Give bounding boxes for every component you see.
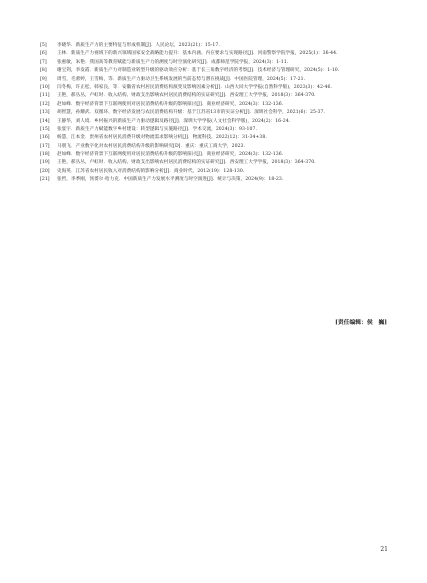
reference-entry [40, 118, 390, 125]
reference-number: [20] [40, 168, 50, 174]
page-number: 21 [380, 546, 388, 553]
reference-entry [40, 67, 390, 74]
reference-entry [40, 176, 390, 183]
reference-text: 史海英．江苏省农村居民收入对消费结构的影响分析[J]．商业时代，2012(19)：128-130. [57, 168, 245, 174]
reference-text: 谢宝剑，李发霞．新质生产力对制造业转型升级的驱动效应分析：基于长三角数字经济的考察[J]．技术经济与管理研究，2024(5)：1-10. [57, 68, 340, 74]
reference-text: 张哲，李季刚，汤赟尔·哈力克．中国新质生产力发展水平测度与时空演进[J]．统计与决策，2024(9)：18-23. [57, 177, 284, 183]
reference-entry [40, 134, 390, 141]
reference-text: 马朋飞．产业数字化对农村居民消费结构升级的影响研究[D]．重庆：重庆工商大学，2023. [57, 143, 245, 149]
reference-number: [8] [40, 68, 47, 74]
reference-text: 张宴宇．新质生产力赋能数字乡村建设：转型逻辑与实施路径[J]．学术交流，2024(3)：93-107. [57, 126, 257, 132]
reference-entry [40, 84, 390, 91]
reference-entry [40, 101, 390, 108]
reference-text: 王艳，郝丛丛，卢虹时．收入结构、财政支出影响农村居民消费结构的实证研究[J]．西安理工大学学报，2018(3)：364-370. [57, 160, 316, 166]
reference-number: [5] [40, 43, 47, 48]
reference-number: [18] [40, 152, 50, 158]
reference-entry [40, 151, 390, 158]
reference-list [40, 42, 390, 185]
reference-number: [11] [40, 93, 50, 99]
reference-text: 赵如峰．数字经济背景下互联网使用对居民消费结构升级的影响探讨[J]．商业经济研究，2024(3)：132-136. [57, 101, 284, 107]
reference-number: [14] [40, 118, 50, 124]
reference-entry [40, 159, 390, 166]
reference-text: 杨慧，江本金．贵州省农村居民消费升级对物流需求影响分析[J]．物流科技，2022(12)：31-34+38. [57, 135, 267, 141]
reference-number: [21] [40, 177, 50, 183]
reference-text: 张惠敏，朱艳．我国高等教育赋能与新质生产力的测度与时空演化研究[J]．成都师范学院学报，2024(3)：1-11. [57, 59, 289, 65]
reference-number: [7] [40, 59, 47, 65]
reference-entry [40, 126, 390, 133]
reference-entry [40, 76, 390, 83]
reference-number: [6] [40, 51, 47, 57]
reference-number: [12] [40, 101, 50, 107]
reference-entry [40, 42, 390, 49]
reference-number: [13] [40, 110, 50, 116]
reference-number: [19] [40, 160, 50, 166]
reference-text: 赵如峰．数字经济背景下互联网使用对居民消费结构升级的影响探讨[J]．商业经济研究，2024(3)：132-136. [57, 152, 284, 158]
reference-text: 李晓华．新质生产力的主要特征与形成机制[J]．人民论坛，2023(21)：15-17. [57, 43, 220, 48]
reference-entry [40, 109, 390, 116]
reference-text: 王静华，刘人境．乡村振兴的新质生产力驱动逻辑及路径[J]．深圳大学学报(人文社会科学版)，2024(2)：16-24. [57, 118, 291, 124]
reference-number: [16] [40, 135, 50, 141]
reference-entry [40, 143, 390, 150]
reference-number: [17] [40, 143, 50, 149]
reference-text: 周雪，毛蕾婷，王雪梅，等．新质生产力驱动卫生系统发展的当前态势与潜在挑战[J]．中国医院管理，2024(5)：17-21. [57, 76, 306, 82]
reference-text: 闫冬梅，许正松，韩家良，等．安徽省农村居民消费结构演变及影响因素分析[J]．山西大同大学学报(自然科学版)，2023(3)：42-46. [57, 84, 333, 90]
reference-number: [15] [40, 126, 50, 132]
reference-entry [40, 59, 390, 66]
reference-text: 胡智慧，孙耀武．双循环、数字经济发展与农民消费结构升级：基于江苏省13市的实证分析[J]．深圳社会科学，2021(6)：25-37. [57, 110, 325, 116]
reference-number: [10] [40, 84, 50, 90]
reference-entry [40, 168, 390, 175]
reference-entry [40, 50, 390, 57]
reference-number: [9] [40, 76, 47, 82]
responsible-editor: [责任编辑：侯 巍] [335, 320, 387, 326]
reference-entry [40, 92, 390, 99]
reference-text: 王艳，郝丛丛，卢虹时．收入结构、财政支出影响农村居民消费结构的实证研究[J]．西安理工大学学报，2018(3)：364-370. [57, 93, 316, 99]
reference-text: 王林．新质生产力视域下的新兴领域国家安全战略能力提升：基本内涵、内在要求与实现路径[J]．河南警察学院学报，2025(1)：36-44. [57, 51, 338, 57]
